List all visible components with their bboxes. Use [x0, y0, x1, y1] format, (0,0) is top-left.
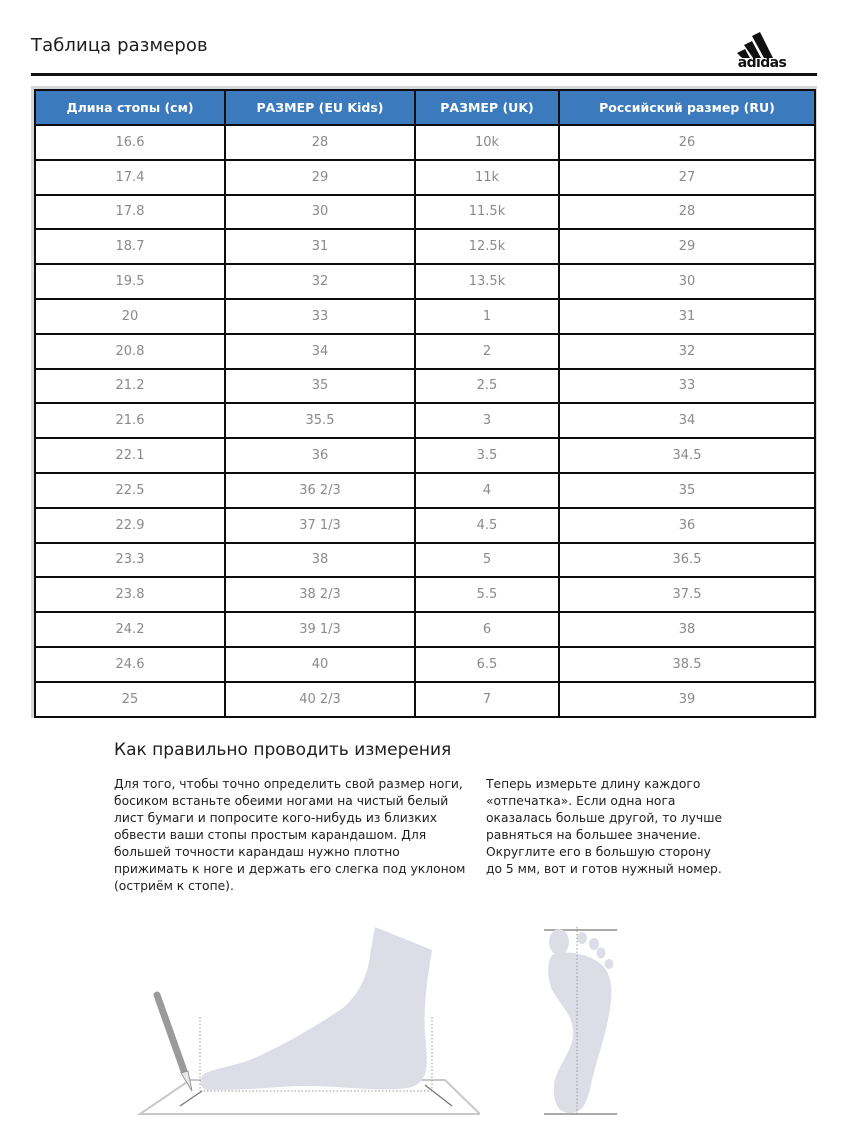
ru-cell: 27 [559, 160, 815, 195]
table-row [35, 508, 815, 543]
table-body [35, 125, 815, 717]
table-row [35, 160, 815, 195]
foot-side-with-pencil-icon [130, 915, 480, 1137]
sole-shape [548, 952, 611, 1113]
foot-length-cell: 24.6 [35, 647, 225, 682]
toe-shape [577, 932, 587, 944]
uk-cell: 2 [415, 334, 559, 369]
eu-kids-cell: 36 [225, 438, 415, 473]
table-row [35, 647, 815, 682]
eu-kids-cell: 31 [225, 229, 415, 264]
foot-length-cell: 22.9 [35, 508, 225, 543]
eu-kids-cell: 33 [225, 299, 415, 334]
column-header-uk: РАЗМЕР (UK) [415, 90, 559, 125]
eu-kids-cell: 37 1/3 [225, 508, 415, 543]
table-row [35, 299, 815, 334]
table-row [35, 264, 815, 299]
foot-length-cell: 16.6 [35, 125, 225, 160]
ru-cell: 36 [559, 508, 815, 543]
instructions-text-left: Для того, чтобы точно определить свой размер ноги, босиком встаньте обеими ногами на чистый белый лист бумаги и попросите кого-нибудь из близких обвести ваши стопы простым карандашом. Для большей точности карандаш нужно плотно прижимать к ноге и держать его слегка под уклоном (остриём к стопе). [114, 777, 466, 893]
ru-cell: 34 [559, 403, 815, 438]
foot-length-cell: 17.4 [35, 160, 225, 195]
table-row [35, 473, 815, 508]
uk-cell: 4.5 [415, 508, 559, 543]
instructions-title: Как правильно проводить измерения [114, 740, 452, 760]
ru-cell: 26 [559, 125, 815, 160]
table-row [35, 543, 815, 578]
eu-kids-cell: 40 [225, 647, 415, 682]
pencil-trace-line [425, 1085, 452, 1106]
uk-cell: 3 [415, 403, 559, 438]
foot-length-cell: 24.2 [35, 612, 225, 647]
foot-length-cell: 19.5 [35, 264, 225, 299]
table-row [35, 369, 815, 404]
eu-kids-cell: 38 [225, 543, 415, 578]
three-stripes-icon [730, 26, 794, 58]
header-divider [31, 73, 817, 76]
eu-kids-cell: 38 2/3 [225, 577, 415, 612]
toe-shape [597, 948, 606, 959]
eu-kids-cell: 35 [225, 369, 415, 404]
toe-shape [605, 959, 614, 969]
foot-side-shape [201, 927, 432, 1090]
instructions-text-right: Теперь измерьте длину каждого «отпечатка». Если одна нога оказалась больше другой, то лучше равняться на большее значение. Округлите его в большую сторону до 5 мм, вот и готов нужный номер. [486, 777, 723, 876]
foot-length-cell: 22.1 [35, 438, 225, 473]
uk-cell: 4 [415, 473, 559, 508]
eu-kids-cell: 34 [225, 334, 415, 369]
table-row [35, 403, 815, 438]
eu-kids-cell: 28 [225, 125, 415, 160]
adidas-logo [730, 26, 794, 70]
column-header-foot-length: Длина стопы (см) [35, 90, 225, 125]
eu-kids-cell: 39 1/3 [225, 612, 415, 647]
foot-length-cell: 22.5 [35, 473, 225, 508]
column-header-ru: Российский размер (RU) [559, 90, 815, 125]
ru-cell: 34.5 [559, 438, 815, 473]
foot-length-cell: 18.7 [35, 229, 225, 264]
table-row [35, 195, 815, 230]
ru-cell: 37.5 [559, 577, 815, 612]
table-header-row [35, 90, 815, 125]
uk-cell: 12.5k [415, 229, 559, 264]
uk-cell: 11k [415, 160, 559, 195]
column-header-eu-kids: РАЗМЕР (EU Kids) [225, 90, 415, 125]
ru-cell: 29 [559, 229, 815, 264]
ru-cell: 30 [559, 264, 815, 299]
ru-cell: 32 [559, 334, 815, 369]
table-row [35, 438, 815, 473]
ru-cell: 35 [559, 473, 815, 508]
foot-length-cell: 20.8 [35, 334, 225, 369]
brand-wordmark: adidas [737, 55, 787, 71]
uk-cell: 13.5k [415, 264, 559, 299]
table-row [35, 229, 815, 264]
eu-kids-cell: 29 [225, 160, 415, 195]
table-row [35, 682, 815, 717]
table-row [35, 612, 815, 647]
foot-length-cell: 17.8 [35, 195, 225, 230]
eu-kids-cell: 40 2/3 [225, 682, 415, 717]
ru-cell: 38 [559, 612, 815, 647]
table-row [35, 577, 815, 612]
ru-cell: 36.5 [559, 543, 815, 578]
eu-kids-cell: 30 [225, 195, 415, 230]
ru-cell: 38.5 [559, 647, 815, 682]
uk-cell: 10k [415, 125, 559, 160]
uk-cell: 6 [415, 612, 559, 647]
uk-cell: 6.5 [415, 647, 559, 682]
uk-cell: 3.5 [415, 438, 559, 473]
pencil-shape [157, 995, 184, 1071]
size-table-container [31, 86, 817, 718]
toe-shape [589, 938, 599, 950]
big-toe-shape [549, 929, 569, 955]
uk-cell: 5.5 [415, 577, 559, 612]
uk-cell: 2.5 [415, 369, 559, 404]
ru-cell: 33 [559, 369, 815, 404]
foot-sole-outline-icon [520, 915, 640, 1137]
pencil-tip [181, 1071, 192, 1091]
foot-length-cell: 21.6 [35, 403, 225, 438]
uk-cell: 11.5k [415, 195, 559, 230]
uk-cell: 7 [415, 682, 559, 717]
foot-length-cell: 25 [35, 682, 225, 717]
table-row [35, 334, 815, 369]
table-row [35, 125, 815, 160]
foot-length-cell: 21.2 [35, 369, 225, 404]
eu-kids-cell: 36 2/3 [225, 473, 415, 508]
eu-kids-cell: 32 [225, 264, 415, 299]
ru-cell: 39 [559, 682, 815, 717]
uk-cell: 5 [415, 543, 559, 578]
page-title: Таблица размеров [31, 35, 208, 56]
ru-cell: 31 [559, 299, 815, 334]
ru-cell: 28 [559, 195, 815, 230]
foot-length-cell: 23.3 [35, 543, 225, 578]
pencil-trace-line [180, 1091, 202, 1106]
foot-length-cell: 20 [35, 299, 225, 334]
eu-kids-cell: 35.5 [225, 403, 415, 438]
uk-cell: 1 [415, 299, 559, 334]
size-table [34, 89, 816, 718]
foot-length-cell: 23.8 [35, 577, 225, 612]
